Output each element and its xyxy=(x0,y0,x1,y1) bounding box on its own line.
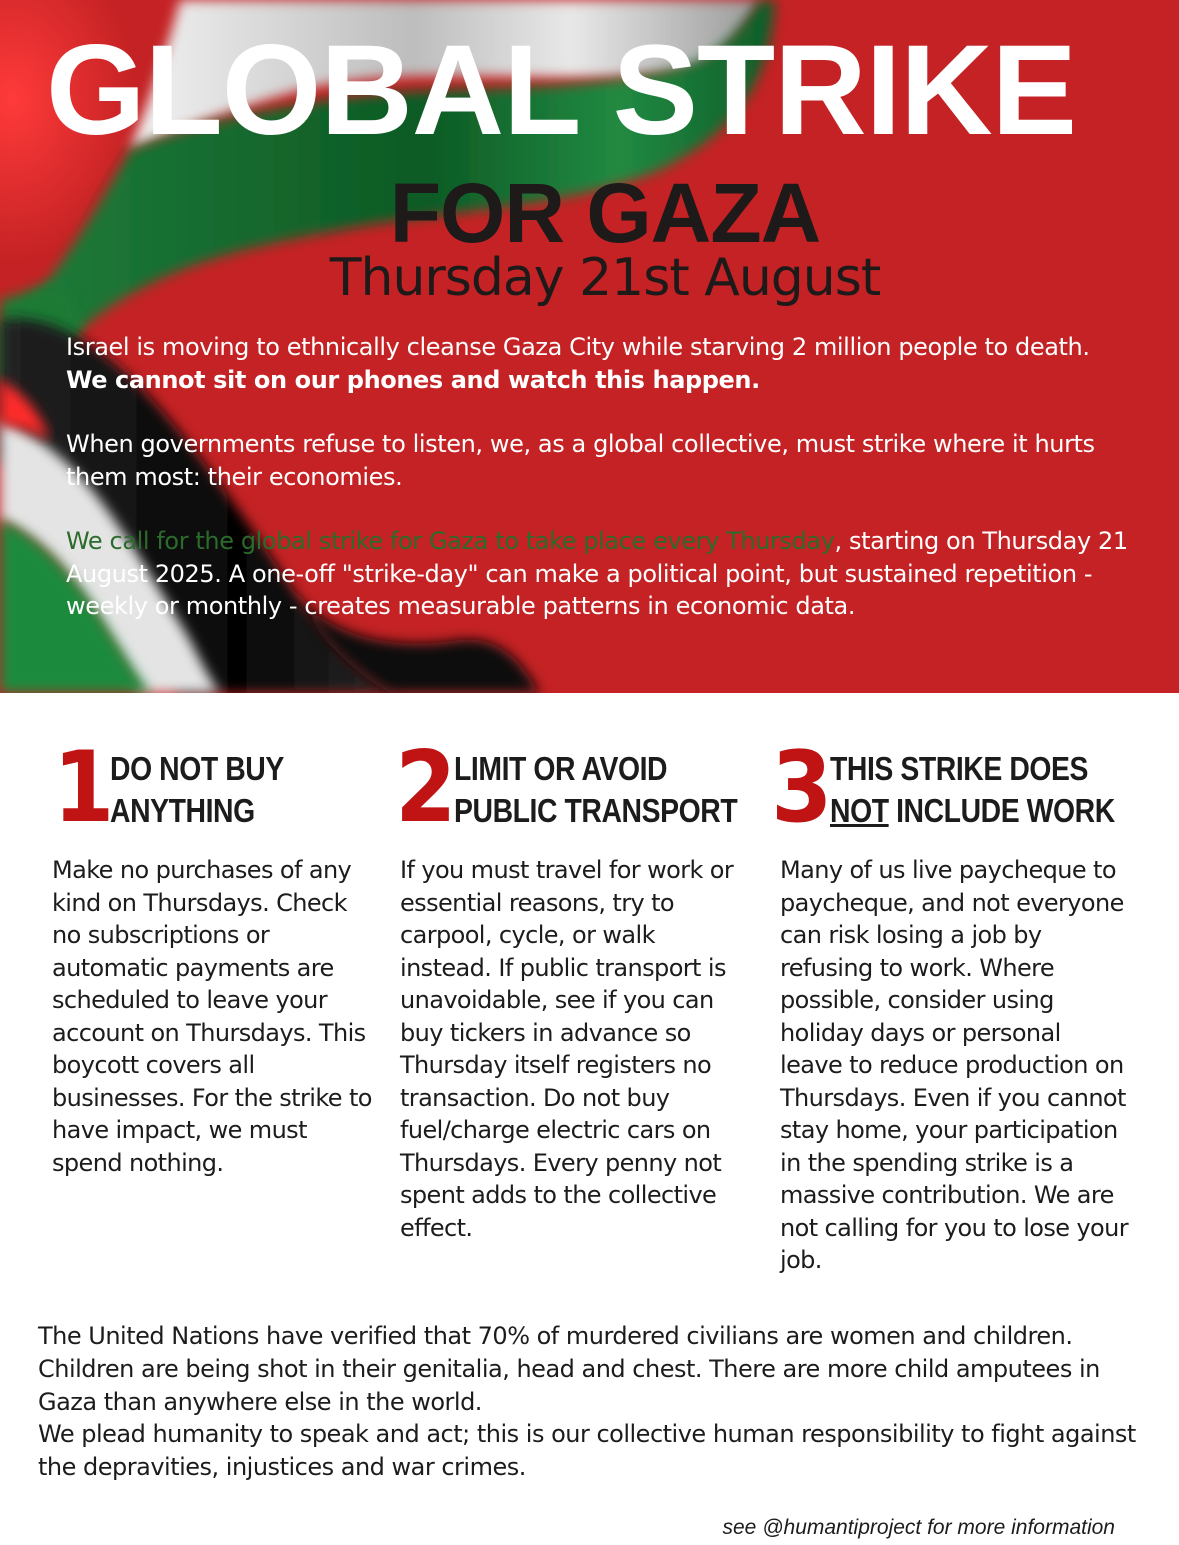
step-3-title-rest: INCLUDE WORK xyxy=(888,792,1115,829)
strike-steps xyxy=(0,731,1179,1300)
step-2-header xyxy=(392,731,752,845)
hero-banner xyxy=(0,0,1179,693)
step-3-title xyxy=(830,748,1115,832)
intro-paragraph-1 xyxy=(66,331,1136,396)
step-3-title-underlined: NOT xyxy=(830,792,889,829)
step-1-title-line1: DO NOT BUY xyxy=(110,750,284,787)
intro-paragraph-1-text: Israel is moving to ethnically cleanse Gaza City while starving 2 million people to death. xyxy=(66,333,1090,361)
footer-note: see @humantiproject for more information xyxy=(722,1516,1115,1539)
intro-paragraph-2 xyxy=(66,428,1136,493)
step-3 xyxy=(768,731,1129,1277)
step-2-title xyxy=(454,748,737,832)
step-1-number: 1 xyxy=(53,731,109,845)
closing-statement xyxy=(38,1320,1148,1484)
step-2-body: If you must travel for work or essential reasons, try to carpool, cycle, or walk instead. If public transport is unavoidable, see if you can buy tickers in advance so Thursday itself registers no transaction. Do not buy fuel/charge electric cars on Thursdays. Every penny not spent adds to the collective effect. xyxy=(400,856,734,1242)
intro-paragraph-3-text: , starting on Thursday 21 August 2025. A one-off "strike-day" can make a political point, but sustained repetition - weekly or monthly - creates measurable patterns in economic data. xyxy=(66,527,1128,620)
poster-subtitle: FOR GAZA xyxy=(389,166,821,260)
intro-paragraph-1-bold: We cannot sit on our phones and watch this happen. xyxy=(66,365,760,394)
step-1-body: Make no purchases of any kind on Thursdays. Check no subscriptions or automatic payments are scheduled to leave your account on Thursdays. This boycott covers all businesses. For the strike to have impact, we must spend nothing. xyxy=(52,856,372,1177)
step-3-body: Many of us live paycheque to paycheque, and not everyone can risk losing a job by refusing to work. Where possible, consider using holiday days or personal leave to reduce production on Thursdays. Even if you cannot stay home, your participation in the spending strike is a massive contribution. We are not calling for you to lose your job. xyxy=(780,856,1129,1274)
step-3-title-line1: THIS STRIKE DOES xyxy=(830,750,1089,787)
step-2-title-line1: LIMIT OR AVOID xyxy=(454,750,668,787)
closing-statement-2: We plead humanity to speak and act; this is our collective human responsibility to fight against the depravities, injustices and war crimes. xyxy=(38,1420,1136,1482)
step-2 xyxy=(392,731,752,1244)
intro-paragraph-3-highlight: We call for the global strike for Gaza to take place every Thursday xyxy=(66,527,835,555)
step-2-number: 2 xyxy=(395,731,452,845)
step-1 xyxy=(50,731,380,1179)
intro-paragraph-2-text: When governments refuse to listen, we, as a global collective, must strike where it hurts them most: their economies. xyxy=(66,430,1095,491)
intro-text xyxy=(66,331,1136,655)
step-1-title-line2: ANYTHING xyxy=(110,792,255,829)
closing-statement-1: The United Nations have verified that 70% of murdered civilians are women and children. Children are being shot in their genitalia, head and chest. There are more child amputees in Gaza than anywhere else in the world. xyxy=(38,1322,1100,1416)
step-1-header xyxy=(50,731,380,845)
strike-date: Thursday 21st August xyxy=(329,248,881,308)
step-3-number: 3 xyxy=(771,731,828,845)
step-1-title xyxy=(110,748,284,832)
step-2-title-line2: PUBLIC TRANSPORT xyxy=(454,792,738,829)
step-3-header xyxy=(768,731,1128,845)
step-3-title-line2 xyxy=(830,790,1115,832)
intro-paragraph-3 xyxy=(66,525,1136,623)
poster-title: GLOBAL STRIKE xyxy=(46,19,1076,162)
